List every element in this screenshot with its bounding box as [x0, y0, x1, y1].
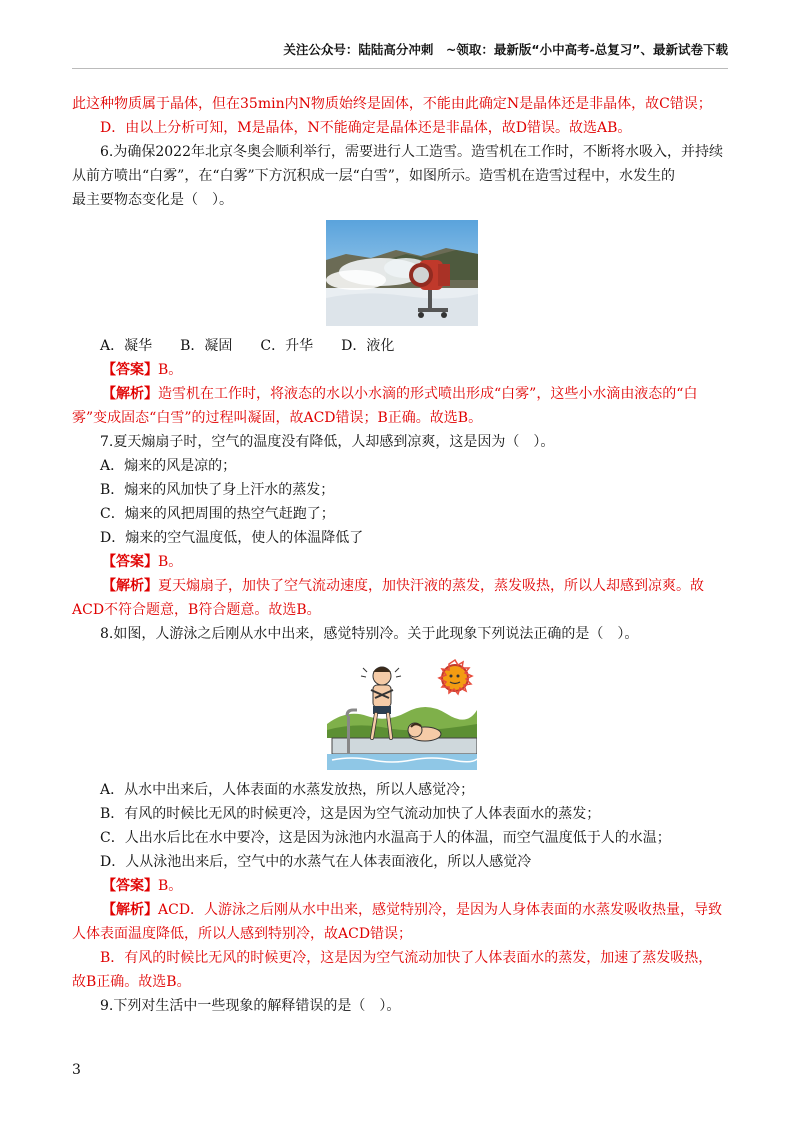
q8-analysis-cont: 人体表面温度降低，所以人感到特别冷，故ACD错误； [72, 926, 413, 942]
q6-stem: 最主要物态变化是（ ）。 [72, 192, 233, 208]
snow-machine-image [326, 220, 478, 326]
page-number: 3 [72, 1062, 81, 1078]
q8-analysis-cont: 故B正确。故选B。 [72, 974, 191, 990]
analysis-text: ACD．人游泳之后刚从水中出来，感觉特别冷，是因为人身体表面的水蒸发吸收热量，导致 [158, 902, 723, 918]
prev-analysis-line: 此这种物质属于晶体，但在35min内N物质始终是固体，不能由此确定N是晶体还是非晶体，故C错误； [72, 96, 712, 112]
answer-tag: 【答案】 [102, 554, 158, 570]
answer-value: B。 [158, 554, 183, 570]
analysis-tag: 【解析】 [102, 902, 158, 918]
q7-answer [72, 550, 732, 574]
answer-value: B。 [158, 878, 183, 894]
header-rule [72, 68, 728, 69]
q6-answer [72, 358, 732, 382]
swimmer-cartoon-image [327, 654, 477, 770]
q6-options: A．凝华 B．凝固 C．升华 D．液化 [100, 338, 395, 354]
analysis-tag: 【解析】 [102, 386, 158, 402]
q7-analysis-cont: ACD不符合题意，B符合题意。故选B。 [72, 602, 321, 618]
q8-stem: 8.如图，人游泳之后刚从水中出来，感觉特别冷。关于此现象下列说法正确的是（ ）。 [100, 626, 639, 642]
q9-stem: 9.下列对生活中一些现象的解释错误的是（ ）。 [100, 998, 401, 1014]
q8-option-d: D．人从泳池出来后，空气中的水蒸气在人体表面液化，所以人感觉冷 [100, 854, 532, 870]
q8-analysis [72, 898, 732, 922]
q6-stem: 6.为确保2022年北京冬奥会顺利举行，需要进行人工造雪。造雪机在工作时，不断将水吸入，并持续 [100, 144, 723, 160]
q8-option-c: C．人出水后比在水中要冷，这是因为泳池内水温高于人的体温，而空气温度低于人的水温； [100, 830, 671, 846]
swimmer-figure [72, 654, 732, 770]
q6-analysis [72, 382, 732, 406]
page-content [72, 92, 732, 1018]
q8-analysis-cont: B．有风的时候比无风的时候更冷，这是因为空气流动加快了人体表面水的蒸发，加速了蒸发吸热， [100, 950, 713, 966]
answer-value: B。 [158, 362, 183, 378]
q7-option-a: A．煽来的风是凉的； [100, 458, 237, 474]
q7-option-c: C．煽来的风把周围的热空气赶跑了； [100, 506, 335, 522]
q8-option-b: B．有风的时候比无风的时候更冷，这是因为空气流动加快了人体表面水的蒸发； [100, 806, 601, 822]
q6-stem: 从前方喷出“白雾”，在“白雾”下方沉积成一层“白雪”，如图所示。造雪机在造雪过程中，水发生的 [72, 168, 675, 184]
analysis-tag: 【解析】 [102, 578, 158, 594]
snow-machine-figure [72, 220, 732, 326]
q7-stem: 7.夏天煽扇子时，空气的温度没有降低，人却感到凉爽，这是因为（ ）。 [100, 434, 555, 450]
q7-option-b: B．煽来的风加快了身上汗水的蒸发； [100, 482, 335, 498]
q8-option-a: A．从水中出来后，人体表面的水蒸发放热，所以人感觉冷； [100, 782, 475, 798]
analysis-text: 夏天煽扇子，加快了空气流动速度，加快汗液的蒸发，蒸发吸热，所以人却感到凉爽。故 [158, 578, 704, 594]
page-header: 关注公众号：陆陆高分冲刺 ~领取：最新版“小中高考-总复习”、最新试卷下载 [283, 42, 728, 57]
answer-tag: 【答案】 [102, 878, 158, 894]
prev-analysis-line: D．由以上分析可知，M是晶体，N不能确定是晶体还是非晶体，故D错误。故选AB。 [100, 120, 632, 136]
q6-analysis-cont: 雾”变成固态“白雪”的过程叫凝固，故ACD错误；B正确。故选B。 [72, 410, 483, 426]
answer-tag: 【答案】 [102, 362, 158, 378]
q7-analysis [72, 574, 732, 598]
q7-option-d: D．煽来的空气温度低，使人的体温降低了 [100, 530, 364, 546]
q8-answer [72, 874, 732, 898]
analysis-text: 造雪机在工作时，将液态的水以小水滴的形式喷出形成“白雾”，这些小水滴由液态的“白 [158, 386, 698, 402]
